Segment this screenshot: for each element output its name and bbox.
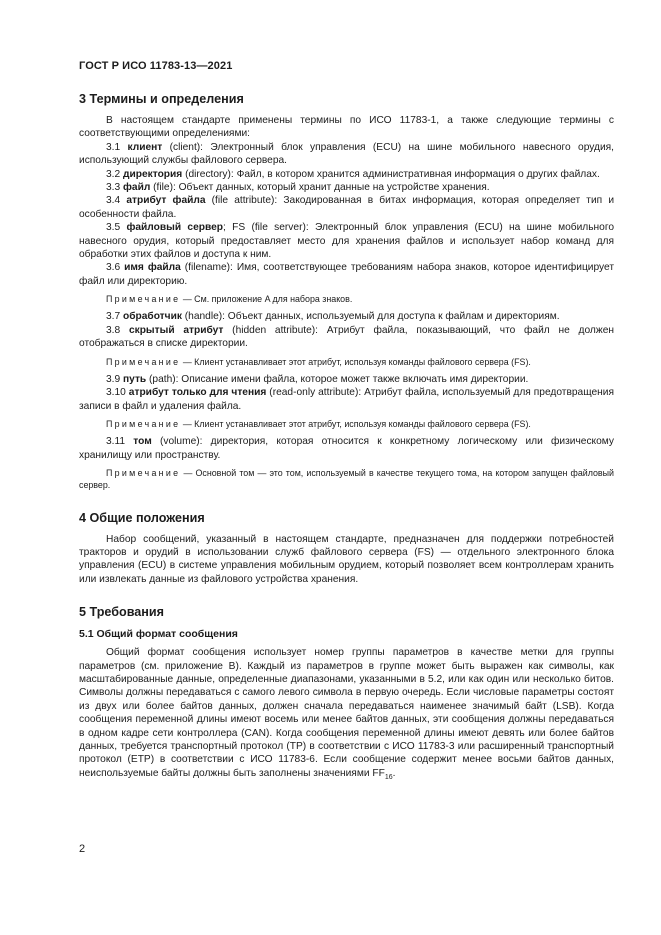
note-3-8: Примечание — Клиент устанавливает этот атрибут, используя команды файлового сервера (FS). bbox=[106, 356, 531, 367]
term-word: файловый сервер bbox=[126, 222, 223, 234]
subsection-5-1-title: 5.1 Общий формат сообщения bbox=[79, 628, 238, 641]
section-4-body: Набор сообщений, указанный в настоящем стандарте, предназначен для поддержки потребностей тракторов и орудий в использовании служб файлового сервера (FS) — отдельного электронного блока управления (ECU) в системе управления мобильным орудием, который позволяет всем контроллерам хранить или извлекать данные из файлового устройства хранения. bbox=[79, 533, 614, 585]
note-label: Примечание bbox=[106, 356, 181, 367]
note-label: Примечание bbox=[106, 294, 181, 305]
term-word: том bbox=[133, 436, 152, 448]
term-3-5: 3.5 файловый сервер; FS (file server): Электронный блок управления (ECU) на шине мобильного навесного орудия, который предоставляет место для хранения файлов и использует набор команд для обработки этих файлов и доступа к ним. bbox=[79, 222, 614, 261]
term-3-10: 3.10 атрибут только для чтения (read-only attribute): Атрибут файла, используемый для предотвращения записи в файл и удаления файла. bbox=[79, 387, 614, 412]
section-5-1-body: Общий формат сообщения использует номер группы параметров в качестве метки для группы параметров (см. приложение B). Каждый из параметров в группе может быть выражен как символы, как масштабированные данные, определенные диапазонами, указанными в 5.2, или как один или несколько битов. Символы должны передаваться с самого левого символа в первую очередь. Если числовые параметры состоят из двух или более байтов данных, должен сначала передаваться наименее значимый байт (LSB). Когда сообщения переменной длины имеют восемь или менее байтов данных, эти сообщения должны передаваться в одном кадре сети контроллера (CAN). Когда сообщения переменной длины имеют девять или более байтов данных, требуется транспортный протокол (TP) в соответствии с ИСО 11783-3 или расширенный транспортный протокол (ETP) в соответствии с ИСО 11783-6. Если сообщение содержит менее восьми байтов данных, неиспользуемые байты должны быть заполнены значениями $FF_{16}$. bbox=[79, 647, 614, 781]
term-3-6: 3.6 имя файла (filename): Имя, соответствующее требованиям набора знаков, которое идентифицирует файл или директорию. bbox=[79, 262, 614, 287]
note-3-11: Примечание — Основной том — это том, используемый в качестве текущего тома, на котором запущен файловый сервер. bbox=[79, 468, 614, 491]
note-label: Примечание bbox=[106, 468, 181, 479]
page-number: 2 bbox=[79, 843, 86, 855]
term-3-2: 3.2 директория (directory): Файл, в котором хранится административная информация о других файлах. bbox=[106, 168, 600, 180]
term-word: клиент bbox=[127, 141, 163, 153]
term-3-3: 3.3 файл (file): Объект данных, который хранит данные на устройстве хранения. bbox=[106, 182, 490, 194]
section-3-title: 3 Термины и определения bbox=[79, 92, 244, 106]
term-3-7: 3.7 обработчик (handle): Объект данных, используемый для доступа к файлам и директориям. bbox=[106, 311, 560, 323]
note-3-10: Примечание — Клиент устанавливает этот атрибут, используя команды файлового сервера (FS). bbox=[106, 419, 531, 430]
section-3-intro: В настоящем стандарте применены термины по ИСО 11783-1, а также следующие термины с соответствующими определениями: bbox=[79, 115, 614, 140]
term-3-9: 3.9 путь (path): Описание имени файла, которое может также включать имя директории. bbox=[106, 373, 529, 385]
page-content bbox=[79, 91, 614, 784]
term-word: атрибут только для чтения bbox=[128, 387, 267, 399]
term-word: имя файла bbox=[124, 262, 181, 274]
term-3-8: 3.8 скрытый атрибут (hidden attribute): Атрибут файла, показывающий, что файл не должен отображаться в списке директории. bbox=[79, 324, 614, 350]
term-word: путь bbox=[123, 373, 147, 385]
subscript: 16 bbox=[384, 773, 393, 781]
section-4-title: 4 Общие положения bbox=[79, 510, 205, 525]
term-word: файл bbox=[123, 182, 151, 194]
term-word: директория bbox=[123, 168, 183, 180]
document-header: ГОСТ Р ИСО 11783-13—2021 bbox=[79, 60, 233, 72]
term-word: атрибут файла bbox=[126, 195, 206, 207]
term-word: скрытый атрибут bbox=[128, 324, 224, 336]
term-3-1: 3.1 клиент (client): Электронный блок управления (ECU) на шине мобильного навесного орудия, использующий службы файлового сервера. bbox=[79, 141, 614, 167]
note-label: Примечание bbox=[106, 419, 181, 430]
note-3-6: Примечание — См. приложение A для набора знаков. bbox=[106, 294, 353, 305]
term-word: обработчик bbox=[123, 311, 182, 323]
term-3-4: 3.4 атрибут файла (file attribute): Закодированная в битах информация, которая определяет тип и особенности файла. bbox=[79, 195, 615, 220]
term-3-11: 3.11 том (volume): директория, которая относится к конкретному логическому или физическому хранилищу или пространству. bbox=[79, 436, 614, 461]
section-5-title: 5 Требования bbox=[79, 605, 164, 620]
